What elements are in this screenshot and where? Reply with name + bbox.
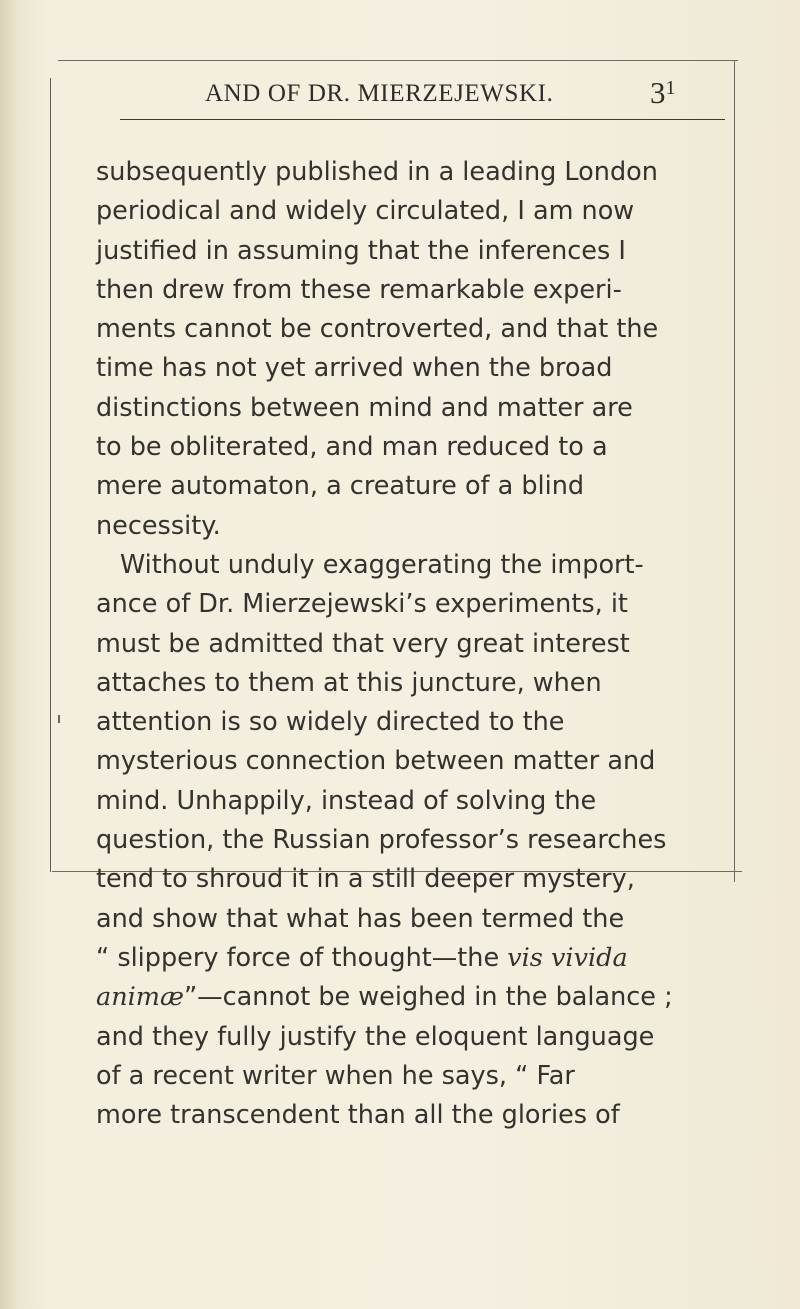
text-line: of a recent writer when he says, “ Far <box>96 1060 575 1091</box>
italic-phrase: animæ <box>96 982 184 1013</box>
text-line: attaches to them at this juncture, when <box>96 667 602 698</box>
text-line: question, the Russian professor’s researches <box>96 825 667 856</box>
header-rule <box>120 119 725 120</box>
closing-quote: ” <box>183 982 198 1013</box>
text-line: mind. Unhappily, instead of solving the <box>96 785 597 816</box>
running-head: AND OF DR. MIERZEJEWSKI. <box>205 80 554 107</box>
text-line: mysterious connection between matter and <box>96 746 656 777</box>
text-line: must be admitted that very great interest <box>96 628 630 659</box>
text-line: tend to shroud it in a still deeper mystery, <box>96 864 635 895</box>
text-line: then drew from these remarkable experi- <box>96 274 622 305</box>
page-number-main: 3 <box>650 75 666 110</box>
body-text <box>96 153 732 1135</box>
text-line: subsequently published in a leading London <box>96 157 658 187</box>
scan-frame-right-line <box>734 60 735 882</box>
page-number-superscript: 1 <box>665 77 676 99</box>
text-line: time has not yet arrived when the broad <box>96 353 613 384</box>
page-gutter-shadow <box>0 0 18 1309</box>
text-line: mere automaton, a creature of a blind <box>96 471 585 502</box>
text-line: to be obliterated, and man reduced to a <box>96 432 608 463</box>
text-line-with-italics <box>96 939 732 978</box>
line-text-end: —cannot be weighed in the balance ; <box>197 982 673 1013</box>
page-number <box>650 75 676 111</box>
text-line-with-italics <box>96 978 732 1017</box>
margin-mark <box>58 715 60 723</box>
text-line: ance of Dr. Mierzejewski’s experiments, it <box>96 589 628 620</box>
text-line: and they fully justify the eloquent language <box>96 1021 655 1052</box>
text-line: attention is so widely directed to the <box>96 707 565 738</box>
text-line: ments cannot be controverted, and that the <box>96 314 659 345</box>
scan-frame-left-line <box>50 78 51 872</box>
paragraph-first-line: Without unduly exaggerating the import- <box>120 549 644 580</box>
line-text-start: “ slippery force of thought—the <box>96 942 508 973</box>
text-line: necessity. <box>96 510 221 541</box>
text-line: distinctions between mind and matter are <box>96 392 633 423</box>
scan-frame-top-line <box>58 60 738 61</box>
text-line: justified in assuming that the inferences I <box>96 235 626 266</box>
text-line: and show that what has been termed the <box>96 903 625 934</box>
italic-phrase: vis vivida <box>507 942 628 973</box>
text-line: periodical and widely circulated, I am now <box>96 196 635 227</box>
text-line: more transcendent than all the glories of <box>96 1100 620 1131</box>
